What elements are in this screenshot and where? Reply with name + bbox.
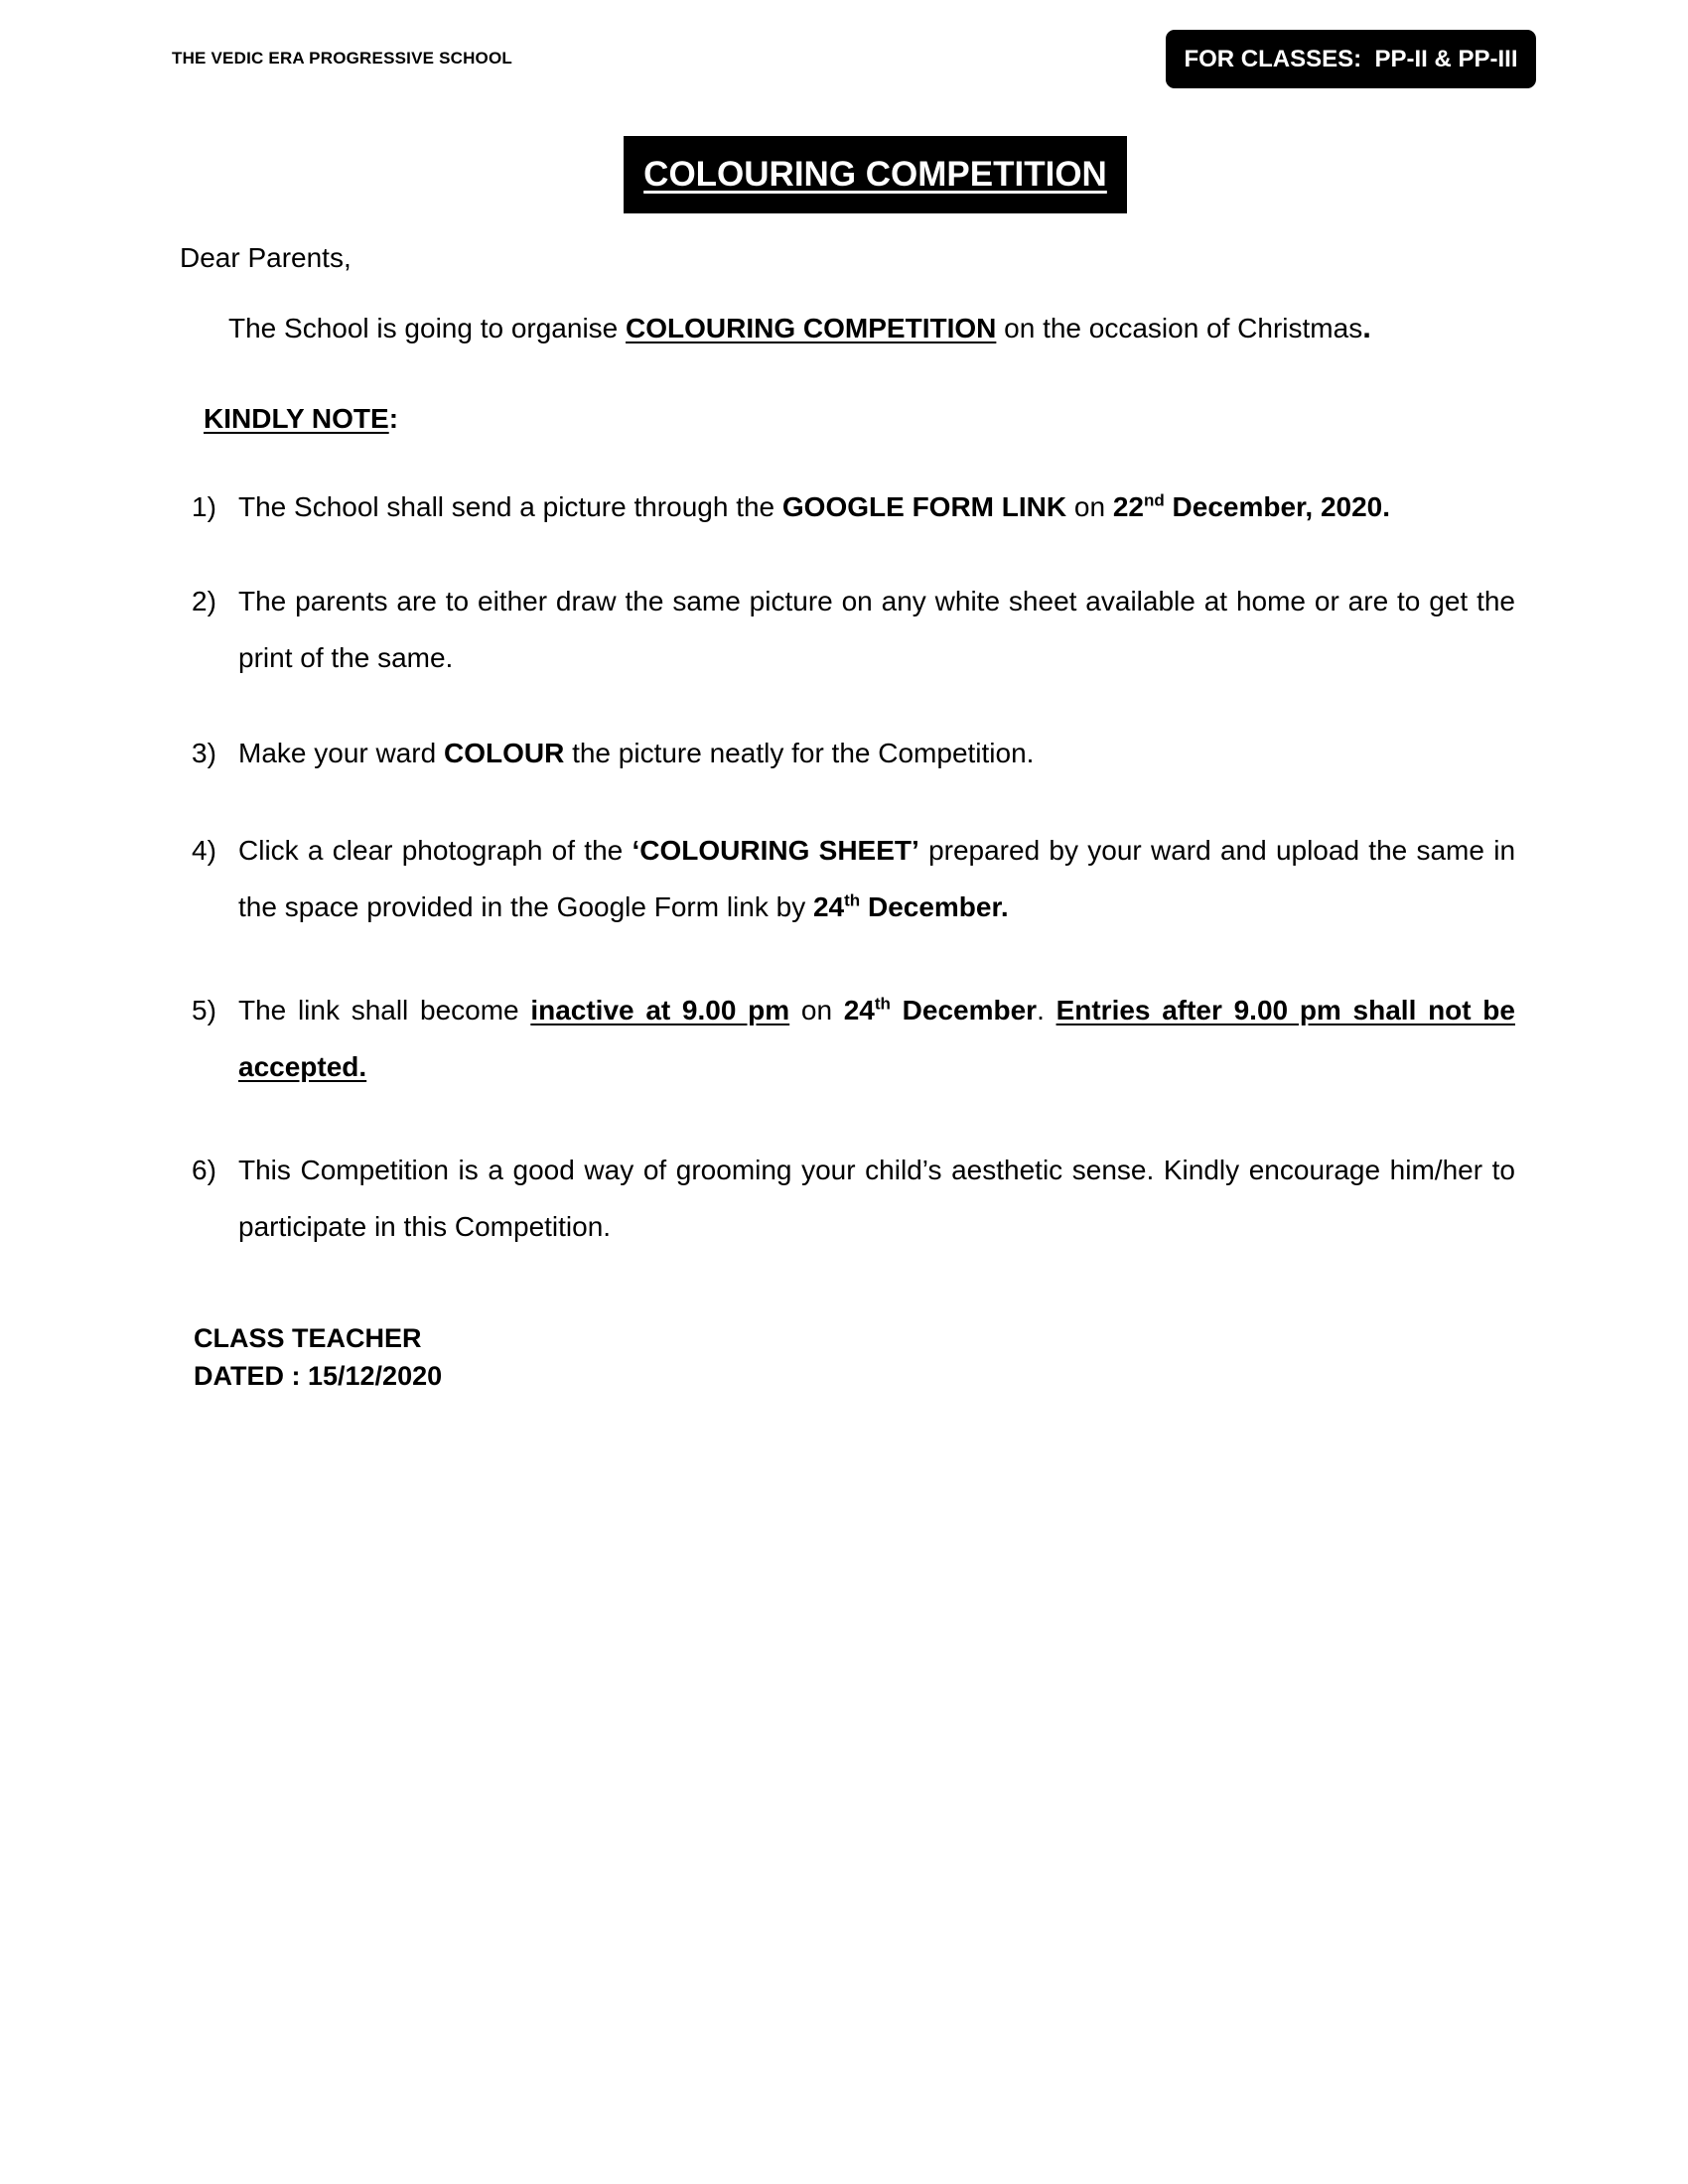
note-underlined-part: inactive at 9.00 pm xyxy=(530,995,790,1025)
note-date-day: 22 xyxy=(1112,491,1144,522)
note-date-day: 24 xyxy=(812,891,845,922)
note-text xyxy=(238,982,1515,1095)
note-number: 2) xyxy=(192,586,216,616)
school-name: THE VEDIC ERA PROGRESSIVE SCHOOL xyxy=(172,49,512,68)
note-text-part: prepared by your ward and upload the same in the space provided in the Google Form link by xyxy=(238,835,1516,922)
note-number: 6) xyxy=(192,1155,216,1185)
note-date-month: December xyxy=(890,995,1038,1025)
intro-text-after: on the occasion of Christmas xyxy=(996,313,1363,343)
page-title: COLOURING COMPETITION xyxy=(643,155,1107,194)
note-text: This Competition is a good way of grooming your child’s aesthetic sense. Kindly encourage him/her to participate in this Competition. xyxy=(238,1155,1515,1242)
note-heading-text: KINDLY NOTE xyxy=(204,403,389,434)
intro-emphasis: COLOURING COMPETITION xyxy=(626,313,997,343)
note-date-suffix: th xyxy=(874,994,891,1014)
kindly-note-heading xyxy=(204,403,398,435)
note-text-part: the picture neatly for the Competition. xyxy=(564,738,1035,768)
note-text-part: Make your ward xyxy=(238,738,444,768)
note-date-suffix: th xyxy=(844,890,861,910)
title-banner xyxy=(624,136,1127,213)
signature-role: CLASS TEACHER xyxy=(194,1323,422,1353)
note-date-month: December. xyxy=(860,891,1009,922)
note-item-1 xyxy=(192,478,1515,535)
note-number: 4) xyxy=(192,835,216,866)
salutation: Dear Parents, xyxy=(180,242,352,273)
note-item-3 xyxy=(192,725,1515,781)
classes-badge: FOR CLASSES: PP-II & PP-III xyxy=(1166,30,1536,88)
note-text-part: . xyxy=(1037,995,1056,1025)
note-number: 1) xyxy=(192,491,216,522)
note-text-part: on xyxy=(789,995,844,1025)
signature-date: DATED : 15/12/2020 xyxy=(194,1361,443,1391)
intro-paragraph xyxy=(228,310,1371,345)
note-text-part: on xyxy=(1066,491,1113,522)
note-underlined-part: Entries after 9.00 pm shall not be accepted. xyxy=(238,995,1515,1082)
note-text xyxy=(238,725,1515,781)
note-heading-colon: : xyxy=(388,403,399,434)
note-text-part: The School shall send a picture through the xyxy=(238,491,782,522)
note-number: 3) xyxy=(192,738,216,768)
note-text xyxy=(238,478,1515,535)
note-date-month: December, 2020. xyxy=(1164,491,1391,522)
note-date-day: 24 xyxy=(843,995,875,1025)
note-text xyxy=(238,822,1515,935)
note-text: The parents are to either draw the same picture on any white sheet available at home or are to get the print of the same. xyxy=(238,586,1515,673)
intro-period: . xyxy=(1362,310,1371,344)
note-bold-part: GOOGLE FORM LINK xyxy=(781,491,1067,522)
note-bold-part: ‘COLOURING SHEET’ xyxy=(632,835,919,866)
note-bold-part: COLOUR xyxy=(443,738,565,768)
note-number: 5) xyxy=(192,995,216,1025)
note-item-5 xyxy=(192,982,1515,1095)
note-date-suffix: nd xyxy=(1143,490,1165,510)
note-item-2 xyxy=(192,573,1515,686)
intro-text-before: The School is going to organise xyxy=(228,313,627,343)
note-item-4 xyxy=(192,822,1515,935)
note-item-6 xyxy=(192,1142,1515,1255)
note-text-part: Click a clear photograph of the xyxy=(238,835,633,866)
note-text-part: The link shall become xyxy=(238,995,531,1025)
